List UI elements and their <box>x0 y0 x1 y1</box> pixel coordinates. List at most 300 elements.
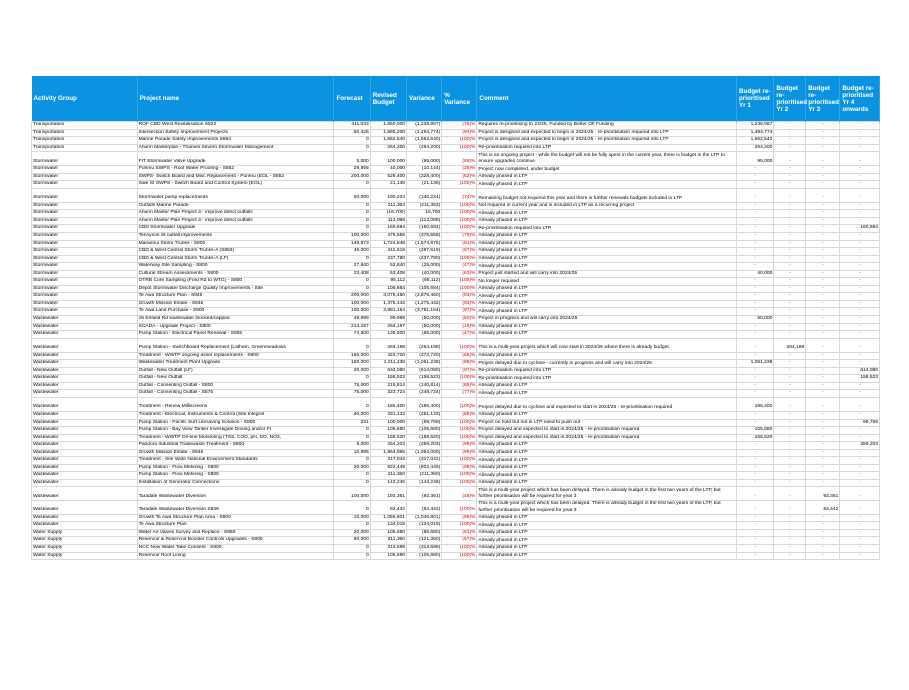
cell-project-name: Pump Station - Pacific Surf Lifesaving Solution - S800 <box>137 419 334 427</box>
cell-percent-variance: (100)% <box>442 338 477 352</box>
table-row <box>32 449 880 457</box>
cell-yr3: - <box>806 545 840 553</box>
cell-yr3: 92,361 <box>806 487 840 501</box>
cell-percent-variance: (100)% <box>442 255 477 263</box>
cell-yr4: - <box>840 472 880 480</box>
cell-revised-budget: 211,363 <box>370 202 406 210</box>
cell-yr4: - <box>840 360 880 368</box>
cell-project-name: Pump Station - Switchboard Replacement (Latham, Greenmeadows <box>137 338 334 352</box>
cell-forecast: 0 <box>334 137 370 145</box>
cell-revised-budget: 192,361 <box>370 487 406 501</box>
cell-project-name: Growth Mission Estate - S846 <box>137 300 334 308</box>
cell-comment: Already phased in LTP <box>477 522 737 530</box>
cell-revised-budget: 100,000 <box>370 419 406 427</box>
cell-yr2: - <box>774 210 806 218</box>
cell-comment: Already phased in LTP <box>477 382 737 390</box>
cell-variance: (1,046,801) <box>407 514 442 522</box>
cell-yr1: - <box>736 233 773 241</box>
cell-forecast: 74,500 <box>334 331 370 339</box>
cell-forecast: 20,000 <box>334 529 370 537</box>
cell-variance: (105,680) <box>407 552 442 560</box>
cell-comment: Re-prioritisation required into LTP <box>477 225 737 233</box>
cell-percent-variance: (97)% <box>442 367 477 375</box>
cell-yr4: - <box>840 210 880 218</box>
cell-revised-budget: 323,724 <box>370 390 406 398</box>
table-row <box>32 367 880 375</box>
cell-forecast: 90,426 <box>334 129 370 137</box>
cell-revised-budget: 528,400 <box>370 173 406 181</box>
cell-variance: (264,200) <box>407 144 442 152</box>
header-forecast: Forecast <box>334 76 370 122</box>
cell-yr2: - <box>774 367 806 375</box>
cell-forecast: 200,000 <box>334 293 370 301</box>
cell-variance: (140,814) <box>407 382 442 390</box>
cell-forecast: 0 <box>334 217 370 225</box>
cell-yr1: - <box>736 278 773 286</box>
cell-comment: Project on hold but not in LTP need to push out <box>477 419 737 427</box>
cell-variance: (2,876,460) <box>407 293 442 301</box>
table-row <box>32 427 880 435</box>
cell-yr4: - <box>840 152 880 166</box>
cell-project-name: Pump Station - Electrical Panel Renewal - S855 <box>137 331 334 339</box>
cell-yr3: - <box>806 390 840 398</box>
table-row <box>32 529 880 537</box>
cell-forecast: 23,408 <box>334 270 370 278</box>
table-row <box>32 464 880 472</box>
cell-variance: (1,574,975) <box>407 240 442 248</box>
cell-activity-group: Water Supply <box>32 552 138 560</box>
cell-percent-variance: (100)% <box>442 278 477 286</box>
cell-forecast: 5,000 <box>334 442 370 450</box>
table-row <box>32 382 880 390</box>
cell-forecast: 0 <box>334 427 370 435</box>
cell-comment: Project just started and will carry into 2024/25 <box>477 270 737 278</box>
cell-forecast: 45,000 <box>334 248 370 256</box>
cell-percent-variance: (63)% <box>442 270 477 278</box>
table-row <box>32 397 880 411</box>
cell-forecast: 0 <box>334 255 370 263</box>
header-comment: Comment <box>477 76 737 122</box>
cell-variance: (211,363) <box>407 202 442 210</box>
cell-yr2: - <box>774 537 806 545</box>
cell-variance: (185,400) <box>407 397 442 411</box>
cell-yr4: - <box>840 323 880 331</box>
table-row <box>32 248 880 256</box>
cell-activity-group: Stormwater <box>32 293 138 301</box>
cell-yr1: - <box>736 464 773 472</box>
cell-forecast: 10,000 <box>334 514 370 522</box>
cell-percent-variance: (75)% <box>442 122 477 130</box>
cell-variance: (1,275,442) <box>407 300 442 308</box>
table-row <box>32 217 880 225</box>
table-row <box>32 537 880 545</box>
cell-revised-budget: 475,558 <box>370 233 406 241</box>
table-row <box>32 434 880 442</box>
cell-forecast: 0 <box>334 375 370 383</box>
cell-percent-variance: (100)% <box>442 479 477 487</box>
cell-yr3: - <box>806 263 840 271</box>
cell-yr2: - <box>774 285 806 293</box>
cell-variance: (10,144) <box>407 166 442 174</box>
cell-activity-group: Stormwater <box>32 202 138 210</box>
cell-comment: Project delayed due to cyclone and expected to start in 2024/25 - re-prioritisation required <box>477 397 737 411</box>
cell-activity-group: Wastewater <box>32 457 138 465</box>
cell-variance: (140,224) <box>407 188 442 202</box>
cell-yr1: - <box>736 522 773 530</box>
cell-revised-budget: 1,375,442 <box>370 300 406 308</box>
cell-yr2: - <box>774 293 806 301</box>
cell-percent-variance: (19)% <box>442 323 477 331</box>
cell-variance: (105,680) <box>407 427 442 435</box>
cell-comment: Not required in current year and is included in LTP as a recurring project <box>477 202 737 210</box>
cell-yr3: - <box>806 427 840 435</box>
cell-revised-budget: 82,442 <box>370 501 406 514</box>
header-yr1: Budget re-prioritised Yr 1 <box>736 76 773 122</box>
cell-yr2: - <box>774 352 806 360</box>
cell-percent-variance: (100)% <box>442 522 477 530</box>
cell-project-name: Installation of Generator Connections <box>137 479 334 487</box>
cell-project-name: Taradale Wastewater Diversion S846 <box>137 501 334 514</box>
cell-forecast: 0 <box>334 552 370 560</box>
cell-variance: (40,000) <box>407 270 442 278</box>
cell-yr2: - <box>774 449 806 457</box>
cell-percent-variance: (98)% <box>442 442 477 450</box>
cell-yr1: 40,000 <box>736 270 773 278</box>
cell-yr3: - <box>806 270 840 278</box>
cell-activity-group: Wastewater <box>32 323 138 331</box>
cell-activity-group: Stormwater <box>32 166 138 174</box>
cell-comment: Already phased in LTP <box>477 308 737 316</box>
cell-yr1: - <box>736 479 773 487</box>
cell-percent-variance: (57)% <box>442 537 477 545</box>
cell-yr4: - <box>840 427 880 435</box>
cell-yr4: - <box>840 501 880 514</box>
cell-yr3: - <box>806 352 840 360</box>
cell-yr4: - <box>840 479 880 487</box>
cell-revised-budget: 3,076,460 <box>370 293 406 301</box>
cell-yr2: - <box>774 545 806 553</box>
cell-comment: Already phased in LTP <box>477 537 737 545</box>
cell-yr4: - <box>840 382 880 390</box>
cell-yr4: - <box>840 293 880 301</box>
cell-variance: (121,360) <box>407 537 442 545</box>
cell-revised-budget: 1,964,995 <box>370 449 406 457</box>
cell-variance: (21,136) <box>407 181 442 189</box>
cell-comment: Requires re-prioritising to 24/25. Funded by Better Off Funding <box>477 122 737 130</box>
cell-yr4: - <box>840 122 880 130</box>
cell-percent-variance: (74)% <box>442 188 477 202</box>
cell-yr2: - <box>774 202 806 210</box>
cell-forecast: 10,995 <box>334 449 370 457</box>
cell-comment: This is a multi-year project which will now start in 2024/25 where there is already budget. <box>477 338 737 352</box>
cell-activity-group: Stormwater <box>32 233 138 241</box>
cell-yr2: - <box>774 331 806 339</box>
cell-percent-variance: (91)% <box>442 240 477 248</box>
cell-percent-variance: (100)% <box>442 427 477 435</box>
table-row <box>32 352 880 360</box>
cell-yr2: - <box>774 129 806 137</box>
cell-activity-group: Transportation <box>32 122 138 130</box>
cell-yr2: - <box>774 173 806 181</box>
cell-forecast: 150,000 <box>334 352 370 360</box>
cell-forecast: 0 <box>334 434 370 442</box>
cell-yr3: - <box>806 278 840 286</box>
cell-activity-group: Wastewater <box>32 316 138 324</box>
cell-comment: Already phased in LTP <box>477 248 737 256</box>
cell-revised-budget: 634,080 <box>370 367 406 375</box>
cell-yr1: - <box>736 449 773 457</box>
cell-yr3: - <box>806 479 840 487</box>
cell-variance: (95,112) <box>407 278 442 286</box>
cell-activity-group: Stormwater <box>32 240 138 248</box>
cell-yr3: - <box>806 449 840 457</box>
cell-revised-budget: 264,198 <box>370 338 406 352</box>
cell-yr3: - <box>806 411 840 419</box>
cell-yr3: - <box>806 188 840 202</box>
cell-project-name: NCC New Water Take Consent - S800 <box>137 545 334 553</box>
cell-revised-budget: 100,000 <box>370 152 406 166</box>
cell-percent-variance: (47)% <box>442 263 477 271</box>
cell-yr1: - <box>736 263 773 271</box>
table-row <box>32 501 880 514</box>
cell-variance: (3,781,154) <box>407 308 442 316</box>
cell-forecast: 49,999 <box>334 316 370 324</box>
cell-forecast: 0 <box>334 225 370 233</box>
cell-variance: (134,019) <box>407 522 442 530</box>
cell-project-name: Ahuriri Masterplan - Thames Severn Stormwater Management <box>137 144 334 152</box>
cell-project-name: Pump Station - Flow Metering - S800 <box>137 472 334 480</box>
cell-percent-variance: (100)% <box>442 137 477 145</box>
cell-forecast: 0 <box>334 479 370 487</box>
cell-activity-group: Wastewater <box>32 514 138 522</box>
cell-yr4: - <box>840 464 880 472</box>
cell-forecast: 0 <box>334 397 370 411</box>
cell-yr3: - <box>806 397 840 411</box>
cell-activity-group: Stormwater <box>32 285 138 293</box>
cell-yr2: - <box>774 479 806 487</box>
cell-comment: Already phased in LTP <box>477 263 737 271</box>
cell-percent-variance: (65)% <box>442 352 477 360</box>
cell-yr2: - <box>774 166 806 174</box>
table-row <box>32 308 880 316</box>
cell-yr2: - <box>774 552 806 560</box>
cell-variance: (272,720) <box>407 352 442 360</box>
cell-yr1: - <box>736 285 773 293</box>
cell-yr1: 50,000 <box>736 316 773 324</box>
cell-yr2: - <box>774 457 806 465</box>
cell-comment: Remaining budget not required this year and there is further renewals budgets included in LTP <box>477 188 737 202</box>
cell-activity-group: Wastewater <box>32 360 138 368</box>
cell-percent-variance: (97)% <box>442 308 477 316</box>
cell-activity-group: Stormwater <box>32 255 138 263</box>
cell-revised-budget: 1,662,540 <box>370 137 406 145</box>
cell-project-name: Maraenui Storm Trunks - S800 <box>137 240 334 248</box>
cell-revised-budget: 342,619 <box>370 248 406 256</box>
cell-comment: This is a multi-year project which has been delayed. There is already budget in the first two years of the LTP, but further prioritisation will be required for year 3 <box>477 487 737 501</box>
cell-activity-group: Stormwater <box>32 248 138 256</box>
cell-forecast: 0 <box>334 522 370 530</box>
cell-percent-variance: (100)% <box>442 472 477 480</box>
table-row <box>32 472 880 480</box>
cell-activity-group: Stormwater <box>32 210 138 218</box>
cell-revised-budget: 1,585,200 <box>370 129 406 137</box>
table-row <box>32 338 880 352</box>
cell-revised-budget: 1,650,000 <box>370 122 406 130</box>
cell-yr3: 82,442 <box>806 501 840 514</box>
cell-project-name: Tennyson St outfall improvements <box>137 233 334 241</box>
cell-yr1: - <box>736 487 773 501</box>
cell-comment: Project is designed and expected to begin in 2024/25 - re-prioritisation required into LTP <box>477 137 737 145</box>
cell-comment: Already phased in LTP <box>477 352 737 360</box>
cell-yr1: - <box>736 181 773 189</box>
cell-revised-budget: 211,360 <box>370 472 406 480</box>
cell-forecast: 5,000 <box>334 152 370 166</box>
header-yr3: Budget re-prioritised Yr 3 <box>806 76 840 122</box>
cell-percent-variance: (100)% <box>442 397 477 411</box>
cell-comment: Already phased in LTP <box>477 210 737 218</box>
cell-variance: (65,000) <box>407 331 442 339</box>
cell-comment: Re-prioritisation required into LTP <box>477 375 737 383</box>
cell-yr1: - <box>736 552 773 560</box>
cell-yr4: - <box>840 181 880 189</box>
cell-yr4: - <box>840 255 880 263</box>
cell-percent-variance: (48)% <box>442 487 477 501</box>
cell-percent-variance: (93)% <box>442 300 477 308</box>
cell-yr1: - <box>736 331 773 339</box>
cell-variance: (1,238,967) <box>407 122 442 130</box>
table-row <box>32 293 880 301</box>
cell-yr2: - <box>774 411 806 419</box>
cell-yr4: - <box>840 300 880 308</box>
cell-yr2: - <box>774 434 806 442</box>
cell-yr1: - <box>736 248 773 256</box>
cell-yr2: - <box>774 255 806 263</box>
cell-activity-group: Wastewater <box>32 472 138 480</box>
cell-yr1: - <box>736 472 773 480</box>
cell-activity-group: Stormwater <box>32 225 138 233</box>
table-row <box>32 390 880 398</box>
cell-project-name: Reservoir & Reservoir Booster Controls Upgrades - S800 <box>137 537 334 545</box>
cell-yr4: - <box>840 202 880 210</box>
cell-project-name: Outfall - New Outfall (LF) <box>137 367 334 375</box>
cell-percent-variance: (93)% <box>442 293 477 301</box>
cell-project-name: Sale St SWPS - Switch Board and Control System (EOL) <box>137 181 334 189</box>
cell-project-name: SWPS- Switch Board and Misc Replacement - Purimu (EOL - S852 <box>137 173 334 181</box>
cell-activity-group: Wastewater <box>32 464 138 472</box>
table-row <box>32 545 880 553</box>
cell-revised-budget: 105,684 <box>370 285 406 293</box>
cell-activity-group: Wastewater <box>32 382 138 390</box>
table-row <box>32 411 880 419</box>
cell-revised-budget: 1,211,238 <box>370 360 406 368</box>
cell-project-name: Treatment - Renew Milliscreens <box>137 397 334 411</box>
cell-project-name: Reservoir Roof Lining <box>137 552 334 560</box>
cell-variance: (328,400) <box>407 173 442 181</box>
cell-comment: Already phased in LTP <box>477 545 737 553</box>
cell-comment: Already phased in LTP <box>477 411 737 419</box>
cell-revised-budget: 105,680 <box>370 529 406 537</box>
cell-yr4: - <box>840 331 880 339</box>
cell-percent-variance: (100)% <box>442 457 477 465</box>
cell-yr1: - <box>736 442 773 450</box>
cell-project-name: Wastewater Treatment Plant Upgrade <box>137 360 334 368</box>
cell-yr4: - <box>840 390 880 398</box>
cell-forecast: 100,000 <box>334 233 370 241</box>
cell-comment: Already phased in LTP <box>477 293 737 301</box>
cell-yr2: - <box>774 122 806 130</box>
cell-yr2: - <box>774 144 806 152</box>
table-row <box>32 144 880 152</box>
table-row <box>32 375 880 383</box>
cell-revised-budget: 822,449 <box>370 464 406 472</box>
cell-yr2: - <box>774 522 806 530</box>
cell-percent-variance: (79)% <box>442 233 477 241</box>
cell-activity-group: Wastewater <box>32 390 138 398</box>
cell-comment: Re-prioritisation required into LTP <box>477 144 737 152</box>
cell-percent-variance: (62)% <box>442 173 477 181</box>
table-row <box>32 442 880 450</box>
cell-yr2: - <box>774 225 806 233</box>
cell-variance: (85,680) <box>407 529 442 537</box>
cell-project-name: Treatment - Site Wide National Environment Standards <box>137 457 334 465</box>
cell-yr2: - <box>774 442 806 450</box>
cell-project-name: CBD & West Central Storm Trunks-A (S853) <box>137 248 334 256</box>
cell-project-name: Growth Te Awa Structure Plan Area - S800 <box>137 514 334 522</box>
cell-yr1: 1,238,967 <box>736 122 773 130</box>
cell-yr2: - <box>774 472 806 480</box>
cell-yr1: 1,662,540 <box>736 137 773 145</box>
cell-yr2: - <box>774 419 806 427</box>
cell-yr2: - <box>774 464 806 472</box>
cell-comment: Already phased in LTP <box>477 331 737 339</box>
cell-project-name: Te Awa Land Purchase - S800 <box>137 308 334 316</box>
cell-yr2: 264,198 <box>774 338 806 352</box>
cell-comment: Already phased in LTP <box>477 240 737 248</box>
cell-yr3: - <box>806 129 840 137</box>
cell-yr4: - <box>840 263 880 271</box>
cell-activity-group: Water Supply <box>32 545 138 553</box>
cell-forecast: 411,033 <box>334 122 370 130</box>
cell-variance: (297,619) <box>407 248 442 256</box>
cell-comment: Project now completed, under budget <box>477 166 737 174</box>
cell-yr2: - <box>774 390 806 398</box>
cell-comment: Project in progress and will carry into 2024/25 <box>477 316 737 324</box>
cell-revised-budget: 1,724,848 <box>370 240 406 248</box>
cell-project-name: CBD Stormwater Upgrade <box>137 225 334 233</box>
cell-activity-group: Stormwater <box>32 308 138 316</box>
cell-yr3: - <box>806 300 840 308</box>
cell-comment: Project delayed due to cyclone - currently in progress and will carry into 2024/25 <box>477 360 737 368</box>
cell-yr3: - <box>806 217 840 225</box>
cell-yr1: 95,000 <box>736 152 773 166</box>
capex-reprioritisation-table <box>31 76 880 560</box>
cell-revised-budget: 40,000 <box>370 166 406 174</box>
cell-revised-budget: 63,408 <box>370 270 406 278</box>
cell-activity-group: Stormwater <box>32 181 138 189</box>
cell-yr3: - <box>806 152 840 166</box>
cell-percent-variance: (100)% <box>442 285 477 293</box>
cell-comment: Already phased in LTP <box>477 323 737 331</box>
cell-yr1: - <box>736 537 773 545</box>
cell-forecast: 29,856 <box>334 166 370 174</box>
cell-project-name: Outfall - Consenting Outfall - S800 <box>137 382 334 390</box>
cell-revised-budget: 158,523 <box>370 375 406 383</box>
cell-activity-group: Stormwater <box>32 300 138 308</box>
cell-project-name: Pandora Industrial Tradewaste Treatment - S800 <box>137 442 334 450</box>
cell-yr3: - <box>806 442 840 450</box>
cell-activity-group: Wastewater <box>32 419 138 427</box>
cell-project-name: Depot Stormwater Discharge Quality Improvements - Site <box>137 285 334 293</box>
